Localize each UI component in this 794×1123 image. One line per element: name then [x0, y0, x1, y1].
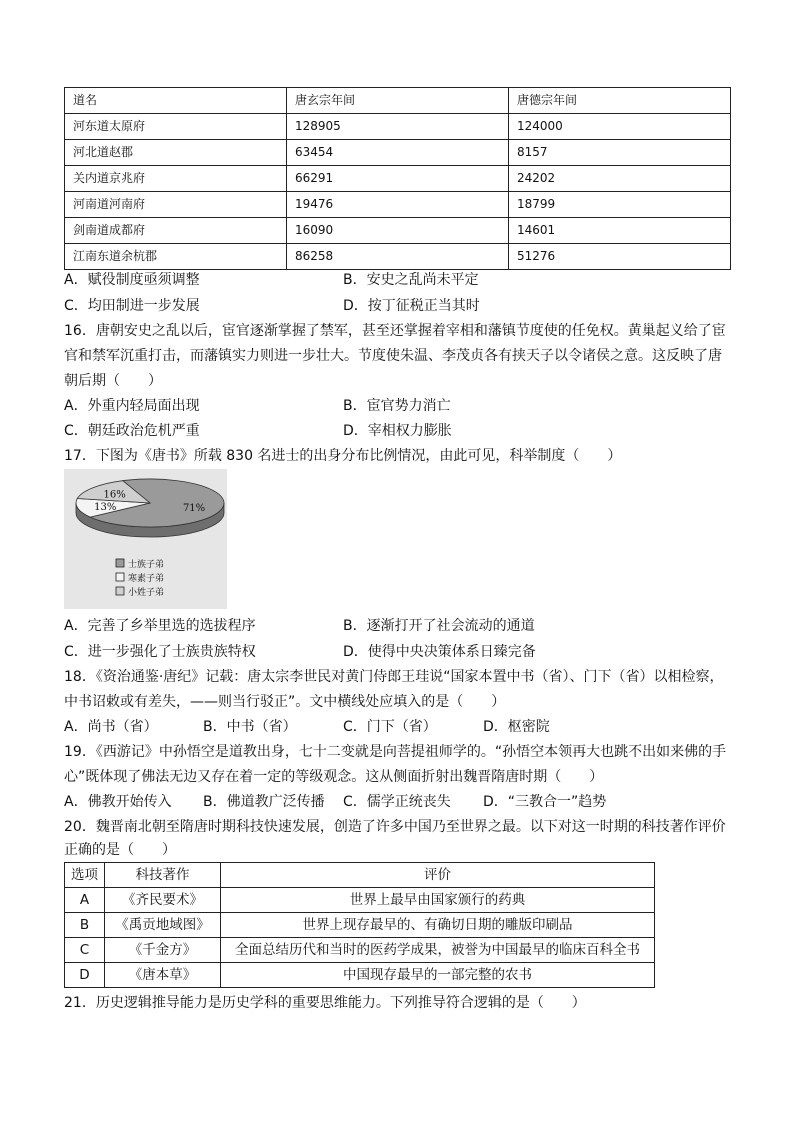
table-cell: 江南东道余杭郡 [65, 244, 287, 270]
table-cell: 河北道赵郡 [65, 140, 287, 166]
table-row [65, 114, 731, 140]
question-16-line: 16．唐朝安史之乱以后，宦官逐渐掌握了禁军，甚至还掌握着宰相和藩镇节度使的任免权。黄巢起义给了宦 [64, 323, 726, 339]
option-d: D．按丁征税正当其时 [343, 298, 480, 314]
option-d: D．“三教合一”趋势 [483, 794, 607, 810]
option-c: C．进一步强化了士族贵族特权 [64, 644, 256, 660]
table-cell: 世界上最早由国家颁行的药典 [221, 888, 655, 913]
table-row [65, 913, 655, 938]
option-b: B．逐渐打开了社会流动的通道 [343, 618, 535, 634]
table-row [65, 192, 731, 218]
table-cell: 《唐本草》 [105, 963, 221, 988]
pie-chart [64, 469, 227, 609]
pie-data-label: 13% [94, 502, 117, 514]
option-d: D．使得中央决策体系日臻完备 [343, 644, 536, 660]
option-b: B．中书（省） [203, 719, 297, 735]
table-cell: 16090 [287, 218, 509, 244]
table-cell: 全面总结历代和当时的医药学成果，被誉为中国最早的临床百科全书 [221, 938, 655, 963]
pie-chart-image [64, 469, 227, 609]
pie-data-label: 16% [103, 489, 126, 501]
header-cell: 道名 [65, 88, 287, 114]
table-cell: 66291 [287, 166, 509, 192]
option-a: A．佛教开始传入 [64, 794, 172, 810]
table-cell: 河南道河南府 [65, 192, 287, 218]
question-16-line: 朝后期（ ） [64, 373, 162, 389]
table-row [65, 218, 731, 244]
population-table [64, 87, 731, 270]
table-cell: 124000 [509, 114, 731, 140]
question-18-line: 中书诏敕或有差失，——则当行驳正”。文中横线处应填入的是（ ） [64, 694, 506, 710]
table-cell: D [65, 963, 105, 988]
option-b: B．佛道教广泛传播 [203, 794, 325, 810]
table-cell: 18799 [509, 192, 731, 218]
table-row [65, 963, 655, 988]
tech-works-table [64, 862, 655, 988]
option-a: A．外重内轻局面出现 [64, 398, 200, 414]
option-c: C．均田制进一步发展 [64, 298, 200, 314]
option-d: D．枢密院 [483, 719, 550, 735]
table-cell: 14601 [509, 218, 731, 244]
table-cell: B [65, 913, 105, 938]
table-header-row [65, 863, 655, 888]
option-a: A．赋役制度亟须调整 [64, 272, 200, 288]
option-b: B．安史之乱尚未平定 [343, 272, 479, 288]
option-d: D．宰相权力膨胀 [343, 423, 452, 439]
table-cell: 24202 [509, 166, 731, 192]
table-row [65, 938, 655, 963]
table-cell: 86258 [287, 244, 509, 270]
table-cell: 63454 [287, 140, 509, 166]
legend-swatch [116, 573, 124, 581]
header-cell: 选项 [65, 863, 105, 888]
option-c: C．门下（省） [343, 719, 437, 735]
question-19-line: 心”既体现了佛法无边又存在着一定的等级观念。这从侧面折射出魏晋隋唐时期（ ） [64, 769, 604, 785]
header-cell: 唐玄宗年间 [287, 88, 509, 114]
table-cell: 世界上现存最早的、有确切日期的雕版印刷品 [221, 913, 655, 938]
question-18-line: 18．《资治通鉴·唐纪》记载：唐太宗李世民对黄门侍郎王珪说“国家本置中书（省）、门下（省）以相检察， [64, 669, 724, 685]
table-cell: 《齐民要术》 [105, 888, 221, 913]
header-cell: 科技著作 [105, 863, 221, 888]
table-cell: 河东道太原府 [65, 114, 287, 140]
table-cell: 128905 [287, 114, 509, 140]
legend-swatch [116, 587, 124, 595]
question-16-line: 官和禁军沉重打击，而藩镇实力则进一步壮大。节度使朱温、李茂贞各有挟天子以令诸侯之意。这反映了唐 [64, 348, 722, 364]
option-c: C．儒学正统丧失 [343, 794, 451, 810]
table-cell: 19476 [287, 192, 509, 218]
option-c: C．朝廷政治危机严重 [64, 423, 200, 439]
question-20-line: 20．魏晋南北朝至隋唐时期科技快速发展，创造了许多中国乃至世界之最。以下对这一时期的科技著作评价 [64, 819, 726, 835]
table-row [65, 166, 731, 192]
question-17-stem: 17．下图为《唐书》所载 830 名进士的出身分布比例情况，由此可见，科举制度（ ） [64, 448, 622, 464]
option-b: B．宦官势力消亡 [343, 398, 451, 414]
legend-label: 寒素子弟 [128, 574, 165, 584]
option-a: A．完善了乡举里选的选拔程序 [64, 618, 256, 634]
table-header-row [65, 88, 731, 114]
table-row [65, 140, 731, 166]
question-21-stem: 21．历史逻辑推导能力是历史学科的重要思维能力。下列推导符合逻辑的是（ ） [64, 995, 586, 1011]
table-cell: 51276 [509, 244, 731, 270]
table-row [65, 888, 655, 913]
legend-label: 小姓子弟 [128, 588, 165, 598]
table-cell: 关内道京兆府 [65, 166, 287, 192]
legend-label: 士族子弟 [128, 560, 165, 570]
pie-data-label: 71% [182, 503, 206, 515]
table-cell: 中国现存最早的一部完整的农书 [221, 963, 655, 988]
question-19-line: 19．《西游记》中孙悟空是道教出身，七十二变就是向菩提祖师学的。“孙悟空本领再大也跳不出如来佛的手 [64, 744, 727, 760]
table-cell: 《千金方》 [105, 938, 221, 963]
table-cell: C [65, 938, 105, 963]
option-a: A．尚书（省） [64, 719, 158, 735]
header-cell: 评价 [221, 863, 655, 888]
question-20-line: 正确的是（ ） [64, 842, 176, 858]
table-row [65, 244, 731, 270]
table-cell: 《禹贡地域图》 [105, 913, 221, 938]
legend-swatch [116, 559, 124, 567]
header-cell: 唐德宗年间 [509, 88, 731, 114]
table-cell: 剑南道成都府 [65, 218, 287, 244]
table-cell: A [65, 888, 105, 913]
table-cell: 8157 [509, 140, 731, 166]
